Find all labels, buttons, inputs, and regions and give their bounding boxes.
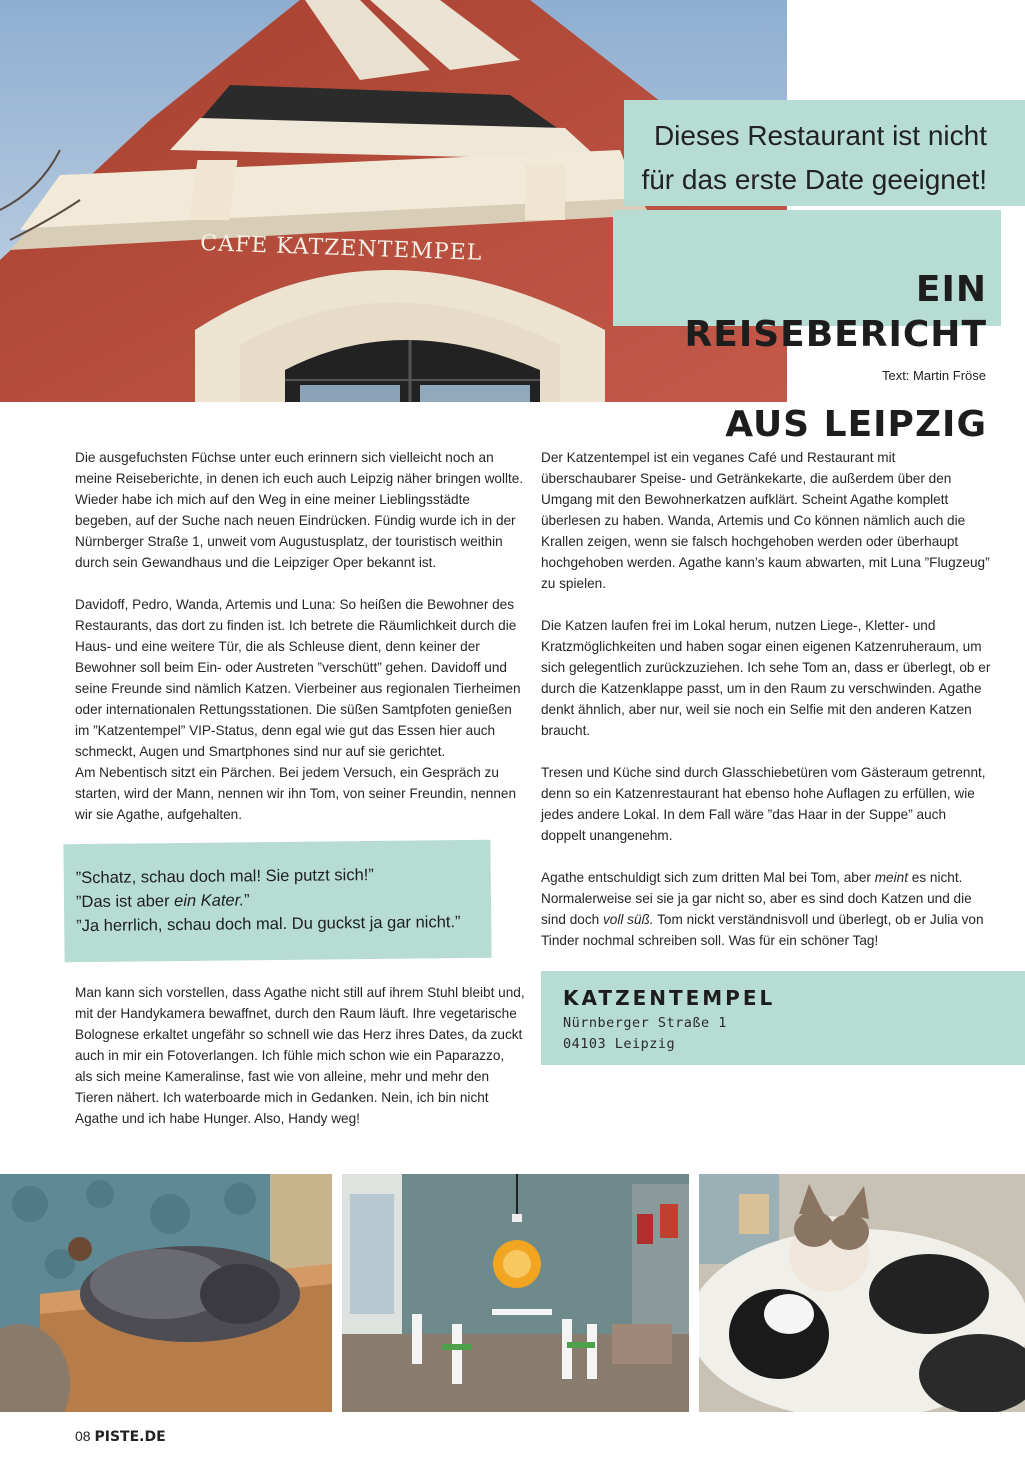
paragraph (541, 867, 993, 951)
article-left-column (75, 447, 525, 846)
venue-name: KATZENTEMPEL (563, 986, 776, 1010)
text-run: Agathe entschuldigt sich zum dritten Mal bei Tom, aber (541, 870, 875, 885)
text-run-italic: meint (874, 870, 908, 885)
subtitle-line-2: für das erste Date geeignet! (641, 164, 987, 195)
title-line-2: AUS LEIPZIG (725, 404, 987, 445)
address-box (541, 971, 1025, 1065)
text-run-italic: voll süß. (602, 912, 654, 927)
title-line-1: EIN REISEBERICHT (684, 269, 987, 355)
paragraph: Tresen und Küche sind durch Glasschiebetüren vom Gästeraum getrennt, denn so ein Katzenrestaurant hat ebenso hohe Auflagen zu erfüllen, wie jedes andere Lokal. In dem Fall wäre ”das Haar in der Suppe” auch doppelt unangenehm. (541, 765, 986, 843)
sleeping-cat-image (0, 1174, 332, 1412)
quote-line-3: ”Ja herrlich, schau doch mal. Du guckst ja gar nicht.” (76, 913, 461, 936)
article-left-column-lower (75, 982, 525, 1150)
quote-line-1: ”Schatz, schau doch mal! Sie putzt sich!” (75, 865, 374, 888)
brand-logo[interactable]: PISTE.DE (94, 1429, 166, 1445)
cuddling-cats-image (699, 1174, 1025, 1412)
paragraph: Die ausgefuchsten Füchse unter euch erinnern sich vielleicht noch an meine Reiseberichte, in denen ich euch auch Leipzig näher bringen wollte. Wieder habe ich mich auf den Weg in eine meiner Lieblingsstädte begeben, auf der Suche nach neuen Eindrücken. Fündig wurde ich in der Nürnberger Straße 1, unweit vom Augustusplatz, der touristisch weithin durch sein Gewandhaus und die Leipziger Oper bekannt ist. (75, 450, 524, 570)
text-run: Tom nickt verständnisvoll und überlegt, ob er Julia von Tinder nochmal schreiben soll. Was für ein schöner Tag! (541, 912, 984, 948)
photo-cafe-interior (342, 1174, 689, 1412)
photo-sleeping-cat (0, 1174, 332, 1412)
subtitle-banner (624, 100, 1025, 206)
subtitle-line-1: Dieses Restaurant ist nicht (653, 120, 987, 151)
paragraph: Der Katzentempel ist ein veganes Café und Restaurant mit überschaubarer Speise- und Getränkekarte, die außerdem über den Umgang mit den Bewohnerkatzen aufklärt. Scheint Agathe komplett überlesen zu haben. Wanda, Artemis und Co können nämlich auch die Krallen zeigen, wenn sie falsch hochgehoben werden oder überhaupt hochgehoben werden. Agathe kann’s kaum abwarten, mit Luna ”Flugzeug” zu spielen. (541, 450, 990, 591)
cafe-interior-image (342, 1174, 689, 1412)
subtitle (641, 114, 987, 202)
paragraph: Man kann sich vorstellen, dass Agathe nicht still auf ihrem Stuhl bleibt und, mit der Handykamera bewaffnet, durch den Raum läuft. Ihre vegetarische Bolognese erkaltet ungefähr so schnell wie das Herz ihres Dates, da zuckt auch in mir ein Fotoverlangen. Ich fühle mich schon wie ein Paparazzo, als sich meine Kameralinse, fast wie von alleine, mehr und mehr den Tieren nähert. Ich waterboarde mich in Gedanken. Nein, ich bin nicht Agathe und ich habe Hunger. Also, Handy weg! (75, 985, 525, 1126)
paragraph: Die Katzen laufen frei im Lokal herum, nutzen Liege-, Kletter- und Kratzmöglichkeiten und haben sogar einen eigenen Katzenruheraum, um sich gelegentlich zurückzuziehen. Ich sehe Tom an, dass er überlegt, ob er durch die Katzenklappe passt, um in den Raum zu verschwinden. Agathe denkt ähnlich, aber nur, weil sie noch ein Selfie mit den anderen Katzen braucht. (541, 618, 991, 738)
quote-line-2-start: ”Das ist aber (75, 892, 175, 912)
author-credit: Text: Martin Fröse (881, 368, 986, 383)
cafe-sign: CAFE KATZENTEMPEL (199, 231, 483, 266)
photo-cuddling-cats (699, 1174, 1025, 1412)
venue-street: Nürnberger Straße 1 (563, 1015, 727, 1031)
quote-line-2-italic: ein Kater. (174, 891, 245, 911)
paragraph: Am Nebentisch sitzt ein Pärchen. Bei jedem Versuch, ein Gespräch zu starten, wird der Mann, nennen wir ihn Tom, von seiner Freundin, nennen wir sie Agathe, aufgehalten. (75, 765, 517, 822)
page-number: 08 (75, 1428, 91, 1444)
pull-quote (63, 840, 491, 962)
quote-line-2-end: ” (244, 891, 250, 910)
text-run: es nicht. Normalerweise sei sie ja gar nicht so, aber es sind doch Katzen und die sind doch (541, 870, 972, 927)
article-right-column (541, 447, 993, 972)
page-footer (75, 1428, 166, 1445)
paragraph: Davidoff, Pedro, Wanda, Artemis und Luna: So heißen die Bewohner des Restaurants, das dort zu finden ist. Ich betrete die Räumlichkeit durch die Haus- und eine weitere Tür, die als Schleuse dient, denn keiner der Bewohner soll beim Ein- oder Austreten ”verschütt” gehen. Davidoff und seine Freunde sind nämlich Katzen. Vierbeiner aus regionalen Tierheimen oder internationalen Rettungsstationen. Die süßen Samtpfoten genießen im ”Katzentempel” VIP-Status, denn egal wie gut das Essen hier auch schmeckt, Augen und Smartphones sind nur auf sie gerichtet. (75, 597, 521, 759)
venue-city: 04103 Leipzig (563, 1036, 676, 1052)
quote-text (76, 862, 461, 938)
